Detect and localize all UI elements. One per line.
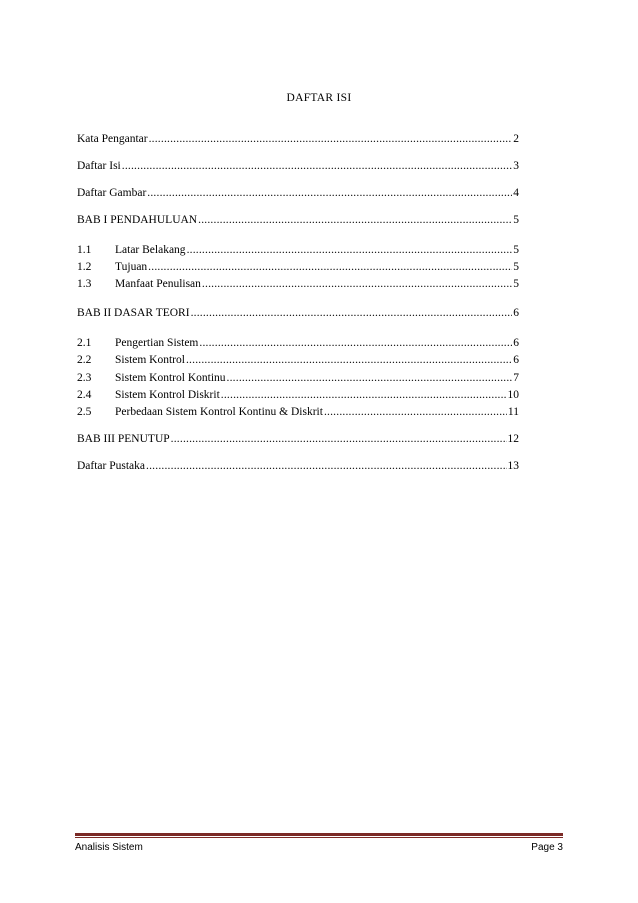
toc-leader-dots <box>227 370 513 386</box>
toc-entry[interactable] <box>77 259 519 275</box>
toc-entry[interactable] <box>77 458 519 474</box>
toc-entry[interactable] <box>77 387 519 403</box>
toc-entry-page: 5 <box>513 214 519 226</box>
toc-entry[interactable] <box>77 305 519 321</box>
toc-entry-number: 2.5 <box>77 406 92 418</box>
toc-entry-label: Latar Belakang <box>115 244 186 256</box>
toc-entry-label: BAB I PENDAHULUAN <box>77 214 198 226</box>
toc-entry[interactable] <box>77 185 519 201</box>
toc-leader-dots <box>191 305 513 321</box>
toc-leader-dots <box>186 352 512 368</box>
toc-entry-page: 12 <box>507 433 519 445</box>
toc-entry-number: 2.1 <box>77 337 92 349</box>
toc-entry[interactable] <box>77 352 519 368</box>
toc-entry-label: Kata Pengantar <box>77 133 148 145</box>
toc-entry-label: Daftar Isi <box>77 160 121 172</box>
page-footer <box>75 842 563 856</box>
toc-entry-label: Perbedaan Sistem Kontrol Kontinu & Diskrit <box>115 406 323 418</box>
toc-leader-dots <box>147 185 512 201</box>
toc-leader-dots <box>148 259 512 275</box>
toc-entry-page: 6 <box>513 337 519 349</box>
footer-document-title: Analisis Sistem <box>75 842 143 853</box>
toc-leader-dots <box>198 212 512 228</box>
toc-leader-dots <box>221 387 507 403</box>
toc-entry-page: 5 <box>513 244 519 256</box>
toc-entry-label: Sistem Kontrol Kontinu <box>115 372 226 384</box>
toc-entry-label: Pengertian Sistem <box>115 337 199 349</box>
toc-leader-dots <box>146 458 506 474</box>
toc-entry[interactable] <box>77 131 519 147</box>
toc-entry-label: Sistem Kontrol <box>115 354 185 366</box>
toc-entry[interactable] <box>77 335 519 351</box>
toc-entry-number: 2.3 <box>77 372 92 384</box>
toc-entry-page: 3 <box>513 160 519 172</box>
toc-entry-page: 6 <box>513 354 519 366</box>
toc-entry-page: 11 <box>507 406 519 418</box>
toc-leader-dots <box>149 131 513 147</box>
footer-page-number: Page 3 <box>531 842 563 853</box>
page-title: DAFTAR ISI <box>286 92 352 104</box>
toc-entry-page: 2 <box>513 133 519 145</box>
toc-leader-dots <box>122 158 513 174</box>
toc-entry-page: 5 <box>513 278 519 290</box>
footer-divider-thin <box>75 837 563 838</box>
toc-entry[interactable] <box>77 276 519 292</box>
toc-entry-number: 1.1 <box>77 244 92 256</box>
toc-leader-dots <box>199 335 512 351</box>
toc-entry-page: 10 <box>507 389 519 401</box>
toc-entry[interactable] <box>77 158 519 174</box>
toc-entry-page: 4 <box>513 187 519 199</box>
toc-entry-page: 7 <box>513 372 519 384</box>
toc-entry-label: Sistem Kontrol Diskrit <box>115 389 220 401</box>
toc-entry-number: 1.2 <box>77 261 92 273</box>
toc-entry[interactable] <box>77 431 519 447</box>
toc-entry-page: 5 <box>513 261 519 273</box>
toc-entry-number: 2.2 <box>77 354 92 366</box>
toc-entry[interactable] <box>77 370 519 386</box>
toc-entry[interactable] <box>77 212 519 228</box>
footer-divider <box>75 833 563 836</box>
toc-entry[interactable] <box>77 404 519 420</box>
toc-entry[interactable] <box>77 242 519 258</box>
toc-entry-page: 6 <box>513 307 519 319</box>
toc-leader-dots <box>187 242 513 258</box>
toc-entry-label: Daftar Gambar <box>77 187 147 199</box>
toc-entry-page: 13 <box>507 460 519 472</box>
toc-leader-dots <box>202 276 512 292</box>
toc-entry-number: 2.4 <box>77 389 92 401</box>
toc-leader-dots <box>324 404 507 420</box>
toc-entry-label: BAB II DASAR TEORI <box>77 307 190 319</box>
toc-entry-label: Tujuan <box>115 261 148 273</box>
toc-entry-label: Manfaat Penulisan <box>115 278 201 290</box>
toc-entry-number: 1.3 <box>77 278 92 290</box>
toc-leader-dots <box>171 431 507 447</box>
toc-entry-label: Daftar Pustaka <box>77 460 146 472</box>
toc-entry-label: BAB III PENUTUP <box>77 433 170 445</box>
